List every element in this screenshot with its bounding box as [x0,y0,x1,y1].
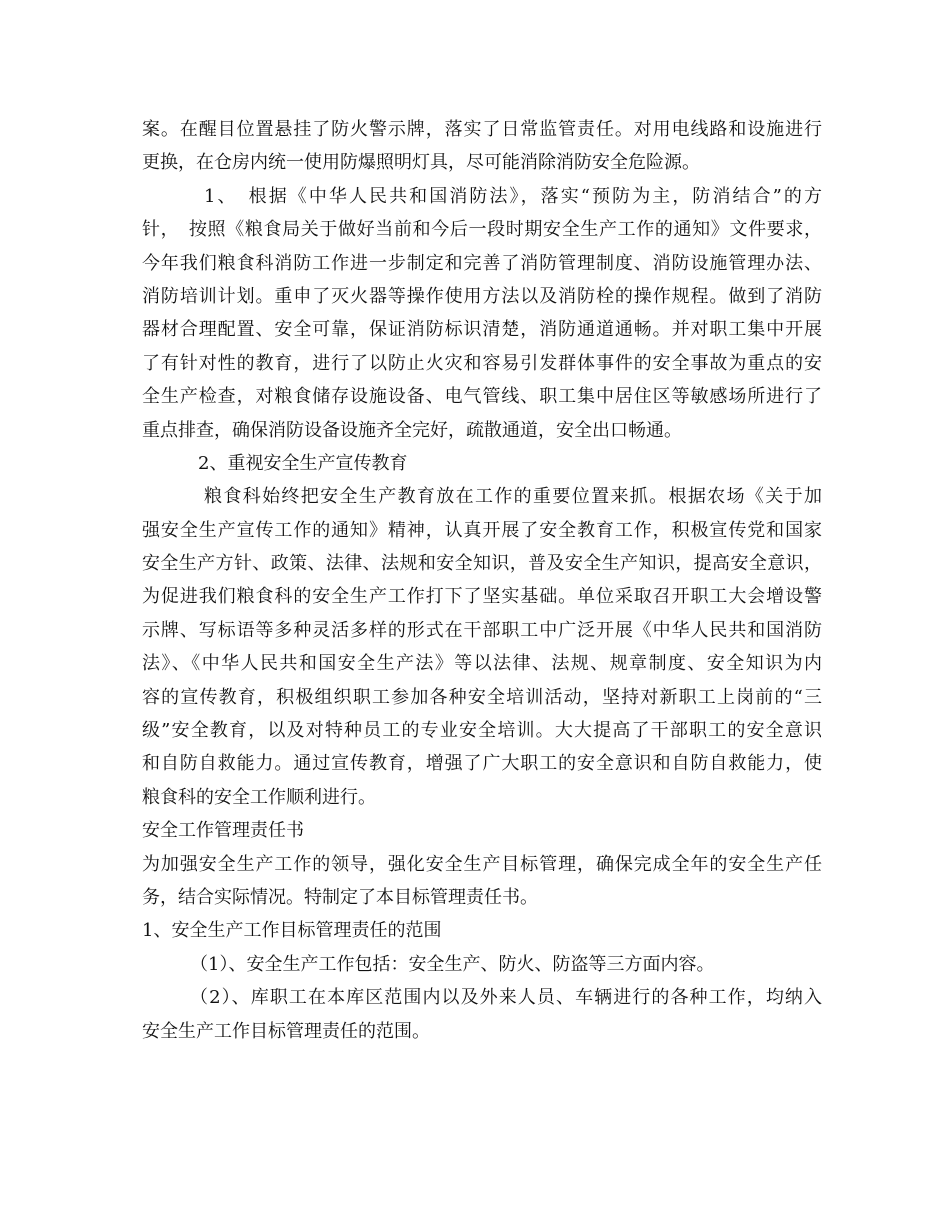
list-item: （2）、库职工在本库区范围内以及外来人员、车辆进行的各种工作，均纳入 [190,987,822,1009]
text-line: 示牌、写标语等多种灵活多样的形式在干部职工中广泛开展《中华人民共和国消防 [142,619,822,641]
text-line: 重点排查，确保消防设备设施齐全完好，疏散通道，安全出口畅通。 [142,419,682,441]
text-line: 案。在醒目位置悬挂了防火警示牌，落实了日常监管责任。对用电线路和设施进行 [142,119,822,140]
text-line: 器材合理配置、安全可靠，保证消防标识清楚，消防通道通畅。并对职工集中开展 [142,319,822,341]
text-line: 法》、《中华人民共和国安全生产法》等以法律、法规、规章制度、安全知识为内 [142,653,822,675]
text-line: 粮食科始终把安全生产教育放在工作的重要位置来抓。根据农场《关于加 [204,486,822,508]
text-line: 1、 根据《中华人民共和国消防法》，落实“预防为主，防消结合”的方 [204,185,822,207]
document-title: 安全工作管理责任书 [142,820,304,842]
text-line: 为加强安全生产工作的领导，强化安全生产目标管理，确保完成全年的安全生产任 [142,853,822,875]
document-page [142,113,822,1048]
text-line: 级”安全教育，以及对特种员工的专业安全培训。大大提高了干部职工的安全意识 [142,720,822,742]
text-line: 了有针对性的教育，进行了以防止火灾和容易引发群体事件的安全事故为重点的安 [142,352,822,374]
text-line: 容的宣传教育，积极组织职工参加各种安全培训活动，坚持对新职工上岗前的“三 [142,686,822,708]
text-line: 粮食科的安全工作顺利进行。 [142,786,376,808]
text-line: 今年我们粮食科消防工作进一步制定和完善了消防管理制度、消防设施管理办法、 [142,252,822,274]
text-line: 更换，在仓房内统一使用防爆照明灯具，尽可能消除消防安全危险源。 [142,152,700,174]
text-line: 全生产检查，对粮食储存设施设备、电气管线、职工集中居住区等敏感场所进行了 [142,386,822,408]
text-line: 安全生产方针、政策、法律、法规和安全知识，普及安全生产知识，提高安全意识， [142,553,822,575]
list-item: （1）、安全生产工作包括：安全生产、防火、防盗等三方面内容。 [190,953,715,975]
text-line: 针， 按照《粮食局关于做好当前和今后一段时期安全生产工作的通知》文件要求， [142,219,822,241]
text-line: 安全生产工作目标管理责任的范围。 [142,1020,430,1042]
text-line: 强安全生产宣传工作的通知》精神，认真开展了安全教育工作，积极宣传党和国家 [142,519,822,541]
text-line: 和自防自救能力。通过宣传教育，增强了广大职工的安全意识和自防自救能力，使 [142,753,822,775]
section-heading: 2、重视安全生产宣传教育 [198,452,408,474]
section-heading: 1、安全生产工作目标管理责任的范围 [142,920,442,942]
text-line: 消防培训计划。重申了灭火器等操作使用方法以及消防栓的操作规程。做到了消防 [142,285,822,307]
text-line: 为促进我们粮食科的安全生产工作打下了坚实基础。单位采取召开职工大会增设警 [142,586,822,608]
text-line: 务，结合实际情况。特制定了本目标管理责任书。 [142,886,538,908]
